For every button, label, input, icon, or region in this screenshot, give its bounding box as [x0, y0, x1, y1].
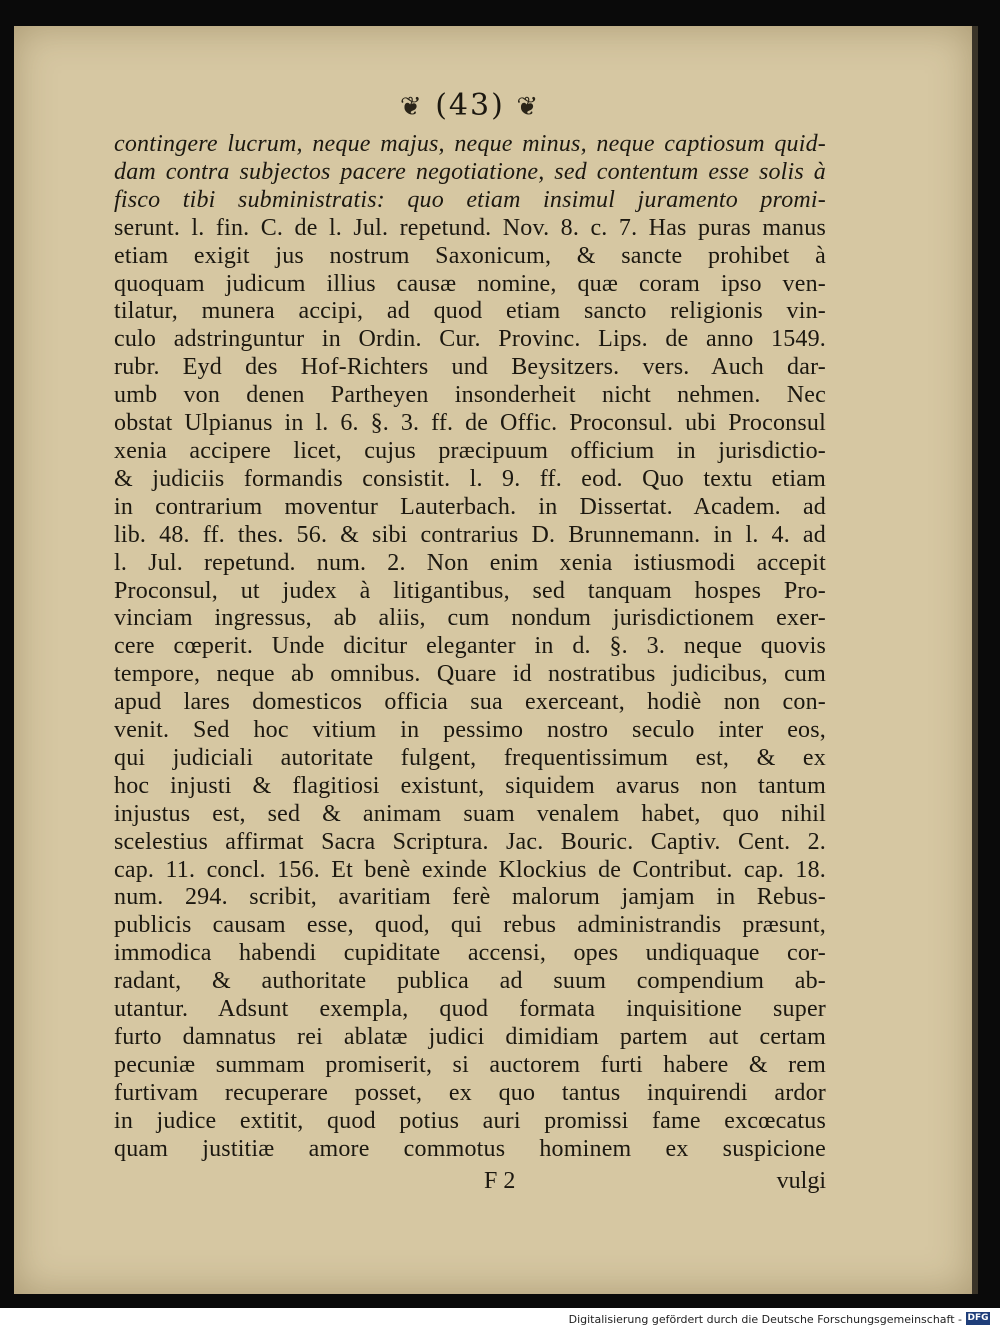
- signature-mark: F 2: [484, 1167, 516, 1194]
- text-line: qui judiciali autoritate fulgent, frequentissimum est, & ex: [114, 744, 826, 771]
- text-line: hoc injusti & flagitiosi existunt, siquidem avarus non tantum: [114, 772, 826, 799]
- text-line: immodica habendi cupiditate accensi, opes undiquaque cor-: [114, 940, 826, 967]
- page-footer: [114, 1166, 826, 1196]
- text-line: contingere lucrum, neque majus, neque minus, neque captiosum quid-: [114, 131, 826, 157]
- text-line: serunt. l. fin. C. de l. Jul. repetund. Nov. 8. c. 7. Has puras manus: [114, 214, 826, 241]
- text-line: in contrarium moventur Lauterbach. in Dissertat. Academ. ad: [114, 493, 826, 520]
- text-line: in judice extitit, quod potius auri promissi fame excœcatus: [114, 1107, 826, 1134]
- page-header: [114, 86, 826, 127]
- text-line: pecuniæ summam promiserit, si auctorem furti habere & rem: [114, 1051, 826, 1078]
- text-line: vinciam ingressus, ab aliis, cum nondum jurisdictionem exer-: [114, 605, 826, 632]
- text-line: fisco tibi subministratis: quo etiam insimul juramento promi-: [114, 186, 826, 213]
- text-line: publicis causam esse, quod, qui rebus administrandis præsunt,: [114, 912, 826, 939]
- page-content: [114, 86, 826, 1196]
- catchword: vulgi: [776, 1167, 826, 1194]
- text-line: obstat Ulpianus in l. 6. §. 3. ff. de Offic. Proconsul. ubi Proconsul: [114, 410, 826, 437]
- text-line: etiam exigit jus nostrum Saxonicum, & sancte prohibet à: [114, 242, 826, 269]
- text-line: xenia accipere licet, cujus præcipuum officium in jurisdictio-: [114, 437, 826, 464]
- text-line: lib. 48. ff. thes. 56. & sibi contrarius D. Brunnemann. in l. 4. ad: [114, 521, 826, 548]
- text-line: tempore, neque ab omnibus. Quare id nostratibus judicibus, cum: [114, 661, 826, 688]
- book-page: [14, 26, 978, 1294]
- text-line: apud lares domesticos officia sua exerceant, hodiè non con-: [114, 689, 826, 716]
- text-line: Proconsul, ut judex à litigantibus, sed tanquam hospes Pro-: [114, 577, 826, 604]
- text-line: tilatur, munera accipi, ad quod etiam sancto religionis vin-: [114, 298, 826, 325]
- text-line: quoquam judicum illius causæ nomine, quæ coram ipso ven-: [114, 270, 826, 297]
- dfg-logo: DFG: [967, 1313, 989, 1323]
- text-line: radant, & authoritate publica ad suum compendium ab-: [114, 968, 826, 995]
- ornament-left-icon: ❦: [399, 92, 424, 122]
- text-line: dam contra subjectos pacere negotiatione, sed contentum esse solis à: [114, 158, 826, 185]
- text-line: furto damnatus rei ablatæ judici dimidiam partem aut certam: [114, 1024, 826, 1050]
- text-line: utantur. Adsunt exempla, quod formata inquisitione super: [114, 996, 826, 1023]
- text-line: cere cœperit. Unde dicitur eleganter in d. §. 3. neque quovis: [114, 633, 826, 660]
- body-text: [114, 131, 826, 1164]
- text-line: quam justitiæ amore commotus hominem ex suspicione: [114, 1135, 826, 1162]
- text-line: & judiciis formandis consistit. l. 9. ff. eod. Quo textu etiam: [114, 465, 826, 492]
- text-line: cap. 11. concl. 156. Et benè exinde Klockius de Contribut. cap. 18.: [114, 856, 826, 883]
- ornament-right-icon: ❦: [516, 92, 541, 122]
- text-line: culo adstringuntur in Ordin. Cur. Provinc. Lips. de anno 1549.: [114, 326, 826, 353]
- credit-bar: [0, 1308, 1000, 1330]
- text-line: furtivam recuperare posset, ex quo tantus inquirendi ardor: [114, 1079, 826, 1106]
- text-line: injustus est, sed & animam suam venalem habet, quo nihil: [114, 800, 826, 827]
- text-line: umb von denen Partheyen insonderheit nicht nehmen. Nec: [114, 382, 826, 409]
- text-line: venit. Sed hoc vitium in pessimo nostro seculo inter eos,: [114, 717, 826, 744]
- text-line: rubr. Eyd des Hof-Richters und Beysitzers. vers. Auch dar-: [114, 354, 826, 381]
- page-number: (43): [435, 88, 505, 123]
- text-line: l. Jul. repetund. num. 2. Non enim xenia istiusmodi accepit: [114, 549, 826, 576]
- funding-credit: Digitalisierung gefördert durch die Deutsche Forschungsgemeinschaft -: [568, 1313, 962, 1326]
- text-line: num. 294. scribit, avaritiam ferè malorum jamjam in Rebus-: [114, 884, 826, 911]
- text-line: scelestius affirmat Sacra Scriptura. Jac. Bouric. Captiv. Cent. 2.: [114, 828, 826, 855]
